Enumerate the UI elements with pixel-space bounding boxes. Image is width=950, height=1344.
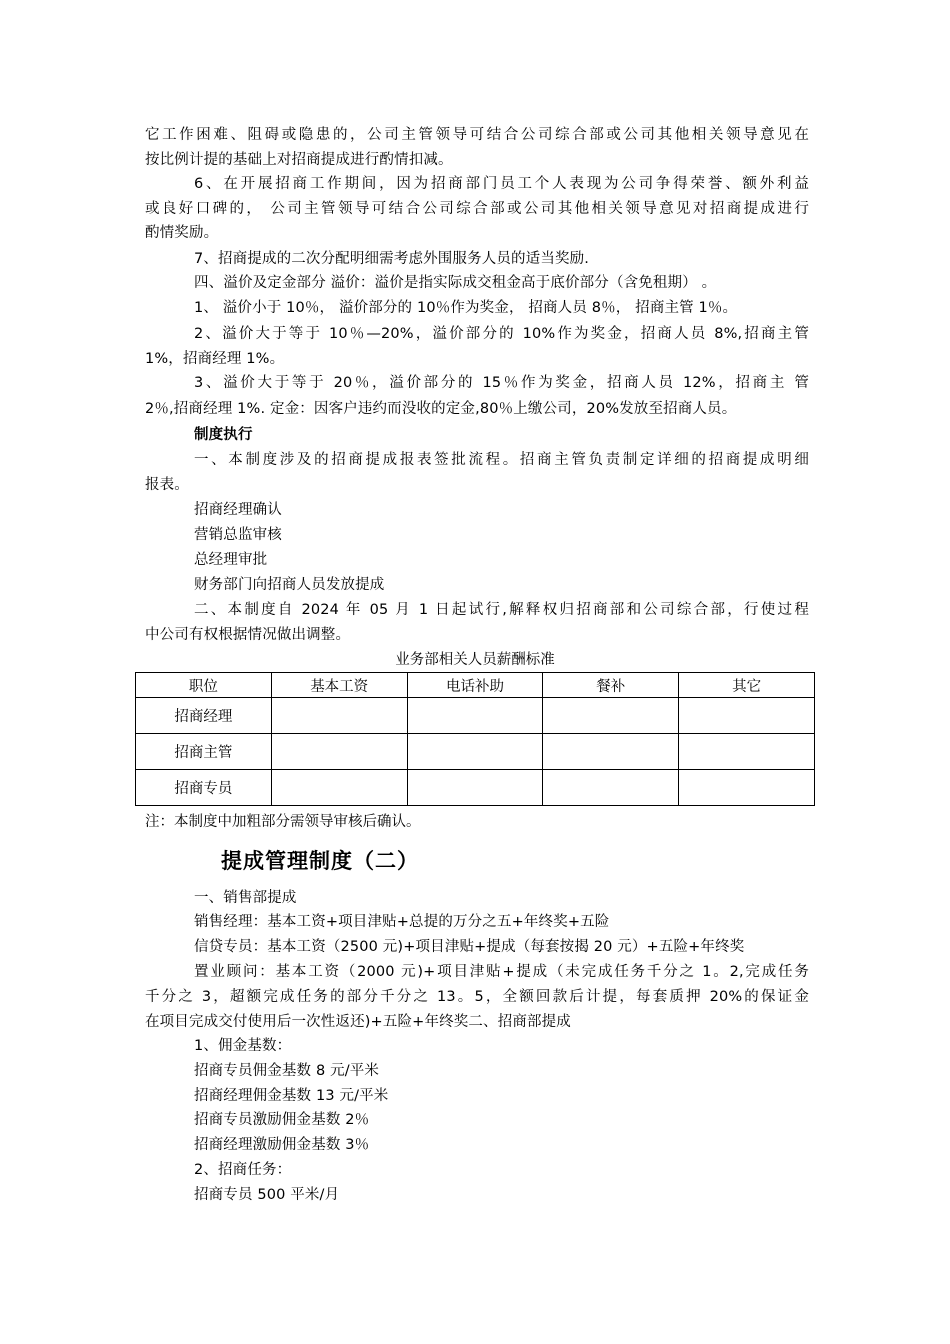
process-step: 招商经理确认 — [194, 502, 282, 518]
table-cell — [679, 770, 815, 806]
list-item: 招商专员激励佣金基数 2％ — [194, 1112, 370, 1128]
table-cell — [271, 734, 407, 770]
table-cell — [679, 698, 815, 734]
table-header-cell: 餐补 — [543, 673, 679, 698]
process-step: 财务部门向招商人员发放提成 — [194, 577, 385, 593]
paragraph-line: 置业顾问：基本工资（2000 元)+项目津贴+提成（未完成任务千分之 1。2,完成任务 — [194, 964, 809, 980]
paragraph-line: 按比例计提的基础上对招商提成进行酌情扣减。 — [145, 152, 453, 168]
paragraph-line: 一、本制度涉及的招商提成报表签批流程。招商主管负责制定详细的招商提成明细 — [194, 452, 809, 468]
table-cell — [679, 734, 815, 770]
paragraph-line: 3、溢价大于等于 20％，溢价部分的 15％作为奖金，招商人员 12%，招商主 管 — [194, 375, 809, 391]
table-cell — [543, 734, 679, 770]
list-item: 招商专员佣金基数 8 元/平米 — [194, 1063, 380, 1079]
paragraph-line: 中公司有权根据情况做出调整。 — [145, 627, 351, 643]
table-row — [136, 698, 815, 734]
table-cell — [271, 770, 407, 806]
table-header-cell: 电话补助 — [407, 673, 543, 698]
process-step: 营销总监审核 — [194, 527, 282, 543]
list-item: 招商专员 500 平米/月 — [194, 1187, 340, 1203]
table-header-row — [136, 673, 815, 698]
table-header-cell: 职位 — [136, 673, 272, 698]
paragraph-line: 6、在开展招商工作期间，因为招商部门员工个人表现为公司争得荣誉、额外利益 — [194, 176, 809, 192]
paragraph-line: 7、招商提成的二次分配明细需考虑外围服务人员的适当奖励. — [194, 251, 590, 267]
table-cell — [407, 698, 543, 734]
table-note: 注：本制度中加粗部分需领导审核后确认。 — [145, 814, 421, 830]
paragraph-line: 1%，招商经理 1%。 — [145, 351, 285, 367]
paragraph-line: 一、销售部提成 — [194, 890, 297, 906]
paragraph-line: 报表。 — [145, 477, 189, 493]
paragraph-line: 酌情奖励。 — [145, 225, 219, 241]
table-cell: 招商专员 — [136, 770, 272, 806]
paragraph-line: 或良好口碑的， 公司主管领导可结合公司综合部或公司其他相关领导意见对招商提成进行 — [145, 201, 809, 217]
table-cell — [543, 770, 679, 806]
paragraph-line: 1、佣金基数： — [194, 1038, 292, 1054]
paragraph-line: 销售经理：基本工资+项目津贴+总提的万分之五+年终奖+五险 — [194, 914, 610, 930]
paragraph-line: 2、招商任务： — [194, 1162, 292, 1178]
table-cell: 招商经理 — [136, 698, 272, 734]
paragraph-line: 四、溢价及定金部分 溢价：溢价是指实际成交租金高于底价部分（含免租期） 。 — [194, 275, 717, 291]
table-cell: 招商主管 — [136, 734, 272, 770]
paragraph-line: 2％,招商经理 1%. 定金：因客户违约而没收的定金,80％上缴公司，20%发放至招商人员。 — [145, 401, 737, 417]
section-title: 提成管理制度（二） — [221, 849, 419, 873]
list-item: 招商经理佣金基数 13 元/平米 — [194, 1088, 389, 1104]
table-row — [136, 770, 815, 806]
table-header-cell: 基本工资 — [271, 673, 407, 698]
paragraph-line: 在项目完成交付使用后一次性返还)+五险+年终奖二、招商部提成 — [145, 1014, 571, 1030]
table-header-cell: 其它 — [679, 673, 815, 698]
table-cell — [407, 734, 543, 770]
process-step: 总经理审批 — [194, 552, 268, 568]
paragraph-line: 信贷专员：基本工资（2500 元)+项目津贴+提成（每套按揭 20 元）+五险+年终奖 — [194, 939, 745, 955]
section-heading: 制度执行 — [194, 427, 253, 443]
table-cell — [271, 698, 407, 734]
table-cell — [543, 698, 679, 734]
table-cell — [407, 770, 543, 806]
list-item: 招商经理激励佣金基数 3％ — [194, 1137, 370, 1153]
paragraph-line: 2、溢价大于等于 10％—20%，溢价部分的 10%作为奖金，招商人员 8%,招商主管 — [194, 326, 809, 342]
paragraph-line: 它工作困难、阻碍或隐患的，公司主管领导可结合公司综合部或公司其他相关领导意见在 — [145, 127, 809, 143]
table-row — [136, 734, 815, 770]
paragraph-line: 1、 溢价小于 10％， 溢价部分的 10％作为奖金， 招商人员 8％， 招商主管 1％。 — [194, 300, 738, 316]
paragraph-line: 二、本制度自 2024 年 05 月 1 日起试行,解释权归招商部和公司综合部，行使过程 — [194, 602, 809, 618]
table-caption: 业务部相关人员薪酬标准 — [395, 652, 555, 668]
salary-table — [135, 672, 815, 806]
paragraph-line: 千分之 3，超额完成任务的部分千分之 13。5，全额回款后计提，每套质押 20%的保证金 — [145, 989, 809, 1005]
